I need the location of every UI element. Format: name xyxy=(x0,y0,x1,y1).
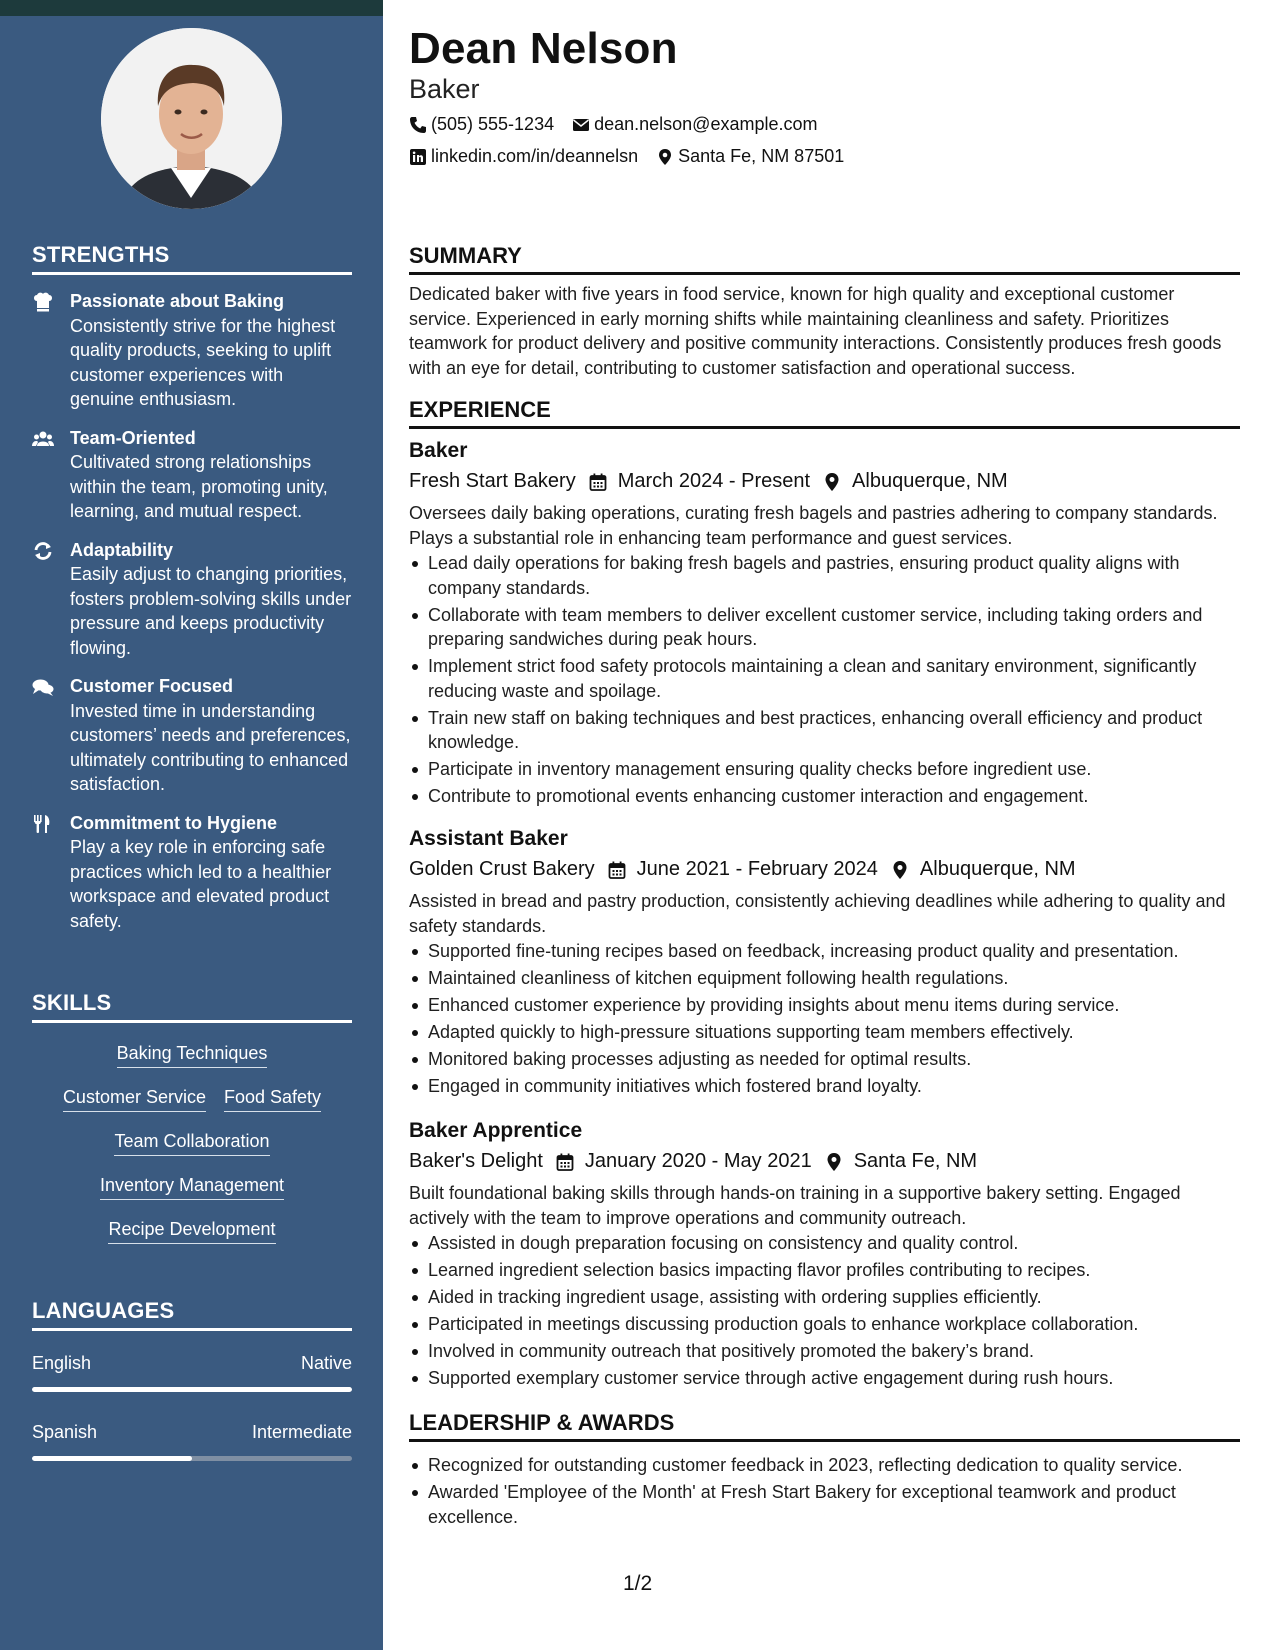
comments-icon xyxy=(32,677,56,697)
skill-tag: Food Safety xyxy=(224,1085,321,1112)
phone-text: (505) 555-1234 xyxy=(431,114,555,134)
map-pin-icon xyxy=(824,1152,844,1172)
job-location-item xyxy=(824,1150,977,1173)
bullet-item: Collaborate with team members to deliver excellent customer service, including taking orders and preparing sandwiches during peak hours. xyxy=(409,603,1240,652)
calendar-icon xyxy=(555,1152,575,1172)
bullet-item: Enhanced customer experience by providing insights about menu items during service. xyxy=(409,993,1240,1018)
job-bullets xyxy=(409,551,1240,809)
language-name: English xyxy=(32,1353,92,1373)
language-proficiency-fill xyxy=(32,1387,352,1392)
job-company: Baker's Delight xyxy=(409,1150,543,1172)
job-dates-item xyxy=(607,858,878,881)
skill-tag: Team Collaboration xyxy=(114,1129,269,1156)
map-pin-icon xyxy=(656,148,674,166)
skill-tag: Customer Service xyxy=(63,1085,206,1112)
job-company: Golden Crust Bakery xyxy=(409,858,595,880)
job-location: Albuquerque, NM xyxy=(919,858,1076,880)
calendar-icon xyxy=(588,472,608,492)
job-meta xyxy=(409,1150,1240,1173)
strength-title: Customer Focused xyxy=(70,676,234,696)
bullet-item: Aided in tracking ingredient usage, assisting with ordering supplies efficiently. xyxy=(409,1285,1240,1310)
page-number: 1/2 xyxy=(623,1572,653,1595)
language-proficiency-bar xyxy=(32,1456,352,1461)
language-name: Spanish xyxy=(32,1422,98,1442)
strength-item xyxy=(32,811,352,934)
bullet-item: Adapted quickly to high-pressure situations supporting team members effectively. xyxy=(409,1020,1240,1045)
job-description: Built foundational baking skills through hands-on training in a supportive bakery setting. Engaged actively with the team to improve operations and community outreach. xyxy=(409,1183,1181,1228)
skills-heading: SKILLS xyxy=(32,990,352,1023)
language-item xyxy=(32,1351,352,1392)
job-dates-item xyxy=(555,1150,812,1173)
sidebar-top-bar xyxy=(0,0,383,16)
job-entry xyxy=(409,438,1240,811)
skill-row xyxy=(32,1129,352,1156)
linkedin-icon xyxy=(409,148,427,166)
strength-description: Invested time in understanding customers’ needs and preferences, ultimately contributing to enhanced satisfaction. xyxy=(70,700,351,794)
skills-section xyxy=(32,990,352,1261)
job-meta xyxy=(409,858,1240,881)
summary-text: Dedicated baker with five years in food service, known for high quality and exceptional customer service. Experienced in early morning shifts while maintaining cleanliness and safety. Prioritizes teamwork for product delivery and positive community interactions. Consistently produces fresh goods with an eye for detail, contributing to customer satisfaction and operational success. xyxy=(409,284,1222,378)
languages-section xyxy=(32,1298,352,1461)
strength-description: Play a key role in enforcing safe practices which led to a healthier workspace and elevated product safety. xyxy=(70,837,332,931)
job-meta xyxy=(409,470,1240,493)
bullet-item: Involved in community outreach that positively promoted the bakery’s brand. xyxy=(409,1339,1240,1364)
contact-email xyxy=(572,114,817,135)
skill-row xyxy=(32,1173,352,1200)
phone-icon xyxy=(409,116,427,134)
award-item: Recognized for outstanding customer feedback in 2023, reflecting dedication to quality service. xyxy=(409,1453,1240,1478)
languages-heading: LANGUAGES xyxy=(32,1298,352,1331)
skill-tag: Recipe Development xyxy=(108,1217,275,1244)
sidebar xyxy=(0,0,383,1650)
bullet-item: Implement strict food safety protocols maintaining a clean and sanitary environment, significantly reducing waste and spoilage. xyxy=(409,654,1240,703)
strength-item xyxy=(32,538,352,661)
bullet-item: Participated in meetings discussing production goals to enhance workplace collaboration. xyxy=(409,1312,1240,1337)
skill-row xyxy=(32,1041,352,1068)
job-location-item xyxy=(890,858,1076,881)
contact-line xyxy=(409,146,844,167)
envelope-icon xyxy=(572,116,590,134)
strength-description: Cultivated strong relationships within the team, promoting unity, learning, and mutual respect. xyxy=(70,452,328,521)
bullet-item: Participate in inventory management ensuring quality checks before ingredient use. xyxy=(409,757,1240,782)
skill-tag: Inventory Management xyxy=(100,1173,284,1200)
strength-title: Commitment to Hygiene xyxy=(70,812,278,833)
job-bullets xyxy=(409,1231,1240,1391)
email-text: dean.nelson@example.com xyxy=(594,114,818,134)
location-text: Santa Fe, NM 87501 xyxy=(678,146,845,166)
bullet-item: Train new staff on baking techniques and best practices, enhancing overall efficiency and product knowledge. xyxy=(409,706,1240,755)
strength-description: Easily adjust to changing priorities, fosters problem-solving skills under pressure and keeps productivity flowing. xyxy=(70,564,352,658)
map-pin-icon xyxy=(822,472,842,492)
candidate-name: Dean Nelson xyxy=(409,24,678,73)
bullet-item: Supported exemplary customer service through active engagement during rush hours. xyxy=(409,1366,1240,1391)
users-icon xyxy=(32,429,56,449)
strengths-section xyxy=(32,242,352,933)
language-level: Native xyxy=(300,1353,352,1373)
job-description: Assisted in bread and pastry production, consistently achieving deadlines while adhering to quality and safety standards. xyxy=(409,891,1226,936)
awards-list xyxy=(409,1453,1240,1532)
bullet-item: Engaged in community initiatives which fostered brand loyalty. xyxy=(409,1074,1240,1099)
strength-title: Team-Oriented xyxy=(70,427,196,448)
contact-linkedin xyxy=(409,146,638,167)
summary-heading: SUMMARY xyxy=(409,243,1240,275)
bullet-item: Contribute to promotional events enhancing customer interaction and engagement. xyxy=(409,784,1240,809)
job-bullets xyxy=(409,939,1240,1099)
linkedin-text: linkedin.com/in/deannelsn xyxy=(431,146,639,166)
sync-icon xyxy=(32,541,56,561)
bullet-item: Maintained cleanliness of kitchen equipment following health regulations. xyxy=(409,966,1240,991)
job-location: Albuquerque, NM xyxy=(852,470,1008,492)
experience-heading: EXPERIENCE xyxy=(409,397,1240,429)
job-dates-item xyxy=(588,470,810,493)
profile-photo xyxy=(101,28,282,209)
job-title: Assistant Baker xyxy=(409,827,568,850)
candidate-role: Baker xyxy=(409,74,480,104)
strength-item xyxy=(32,426,352,524)
bullet-item: Learned ingredient selection basics impacting flavor profiles contributing to recipes. xyxy=(409,1258,1240,1283)
job-title: Baker Apprentice xyxy=(409,1119,583,1142)
skill-row xyxy=(32,1085,352,1112)
bullet-item: Lead daily operations for baking fresh bagels and pastries, ensuring product quality aligns with company standards. xyxy=(409,551,1240,600)
skills-list xyxy=(32,1041,352,1244)
job-entry xyxy=(409,1118,1240,1393)
bullet-item: Supported fine-tuning recipes based on feedback, increasing product quality and presentation. xyxy=(409,939,1240,964)
contact-line xyxy=(409,114,818,135)
language-proficiency-fill xyxy=(32,1456,192,1461)
contact-location xyxy=(656,146,844,167)
strength-item xyxy=(32,674,352,797)
job-dates: March 2024 - Present xyxy=(617,470,811,492)
job-location-item xyxy=(822,470,1008,493)
strength-item xyxy=(32,289,352,412)
job-company: Fresh Start Bakery xyxy=(409,470,576,492)
chef-hat-icon xyxy=(32,292,56,312)
job-dates: June 2021 - February 2024 xyxy=(636,858,878,880)
language-level: Intermediate xyxy=(251,1422,352,1442)
bullet-item: Monitored baking processes adjusting as needed for optimal results. xyxy=(409,1047,1240,1072)
strength-title: Passionate about Baking xyxy=(70,291,285,311)
language-proficiency-bar xyxy=(32,1387,352,1392)
calendar-icon xyxy=(607,860,627,880)
job-title: Baker xyxy=(409,439,468,462)
language-item xyxy=(32,1420,352,1461)
strength-description: Consistently strive for the highest quality products, seeking to uplift customer experiences with genuine enthusiasm. xyxy=(70,315,336,409)
awards-heading: LEADERSHIP & AWARDS xyxy=(409,1410,1240,1442)
profile-photo-illustration xyxy=(101,28,282,209)
strength-title: Adaptability xyxy=(70,539,174,560)
utensils-icon xyxy=(32,814,56,834)
job-location: Santa Fe, NM xyxy=(853,1150,978,1172)
award-item: Awarded 'Employee of the Month' at Fresh Start Bakery for exceptional teamwork and product excellence. xyxy=(409,1480,1240,1529)
strengths-heading: STRENGTHS xyxy=(32,242,352,275)
map-pin-icon xyxy=(890,860,910,880)
skill-row xyxy=(32,1217,352,1244)
job-entry xyxy=(409,826,1240,1101)
skill-tag: Baking Techniques xyxy=(117,1041,268,1068)
job-dates: January 2020 - May 2021 xyxy=(584,1150,812,1172)
bullet-item: Assisted in dough preparation focusing on consistency and quality control. xyxy=(409,1231,1240,1256)
contact-phone xyxy=(409,114,554,135)
job-description: Oversees daily baking operations, curating fresh bagels and pastries adhering to company standards. Plays a substantial role in enhancing team performance and guest services. xyxy=(409,503,1218,548)
